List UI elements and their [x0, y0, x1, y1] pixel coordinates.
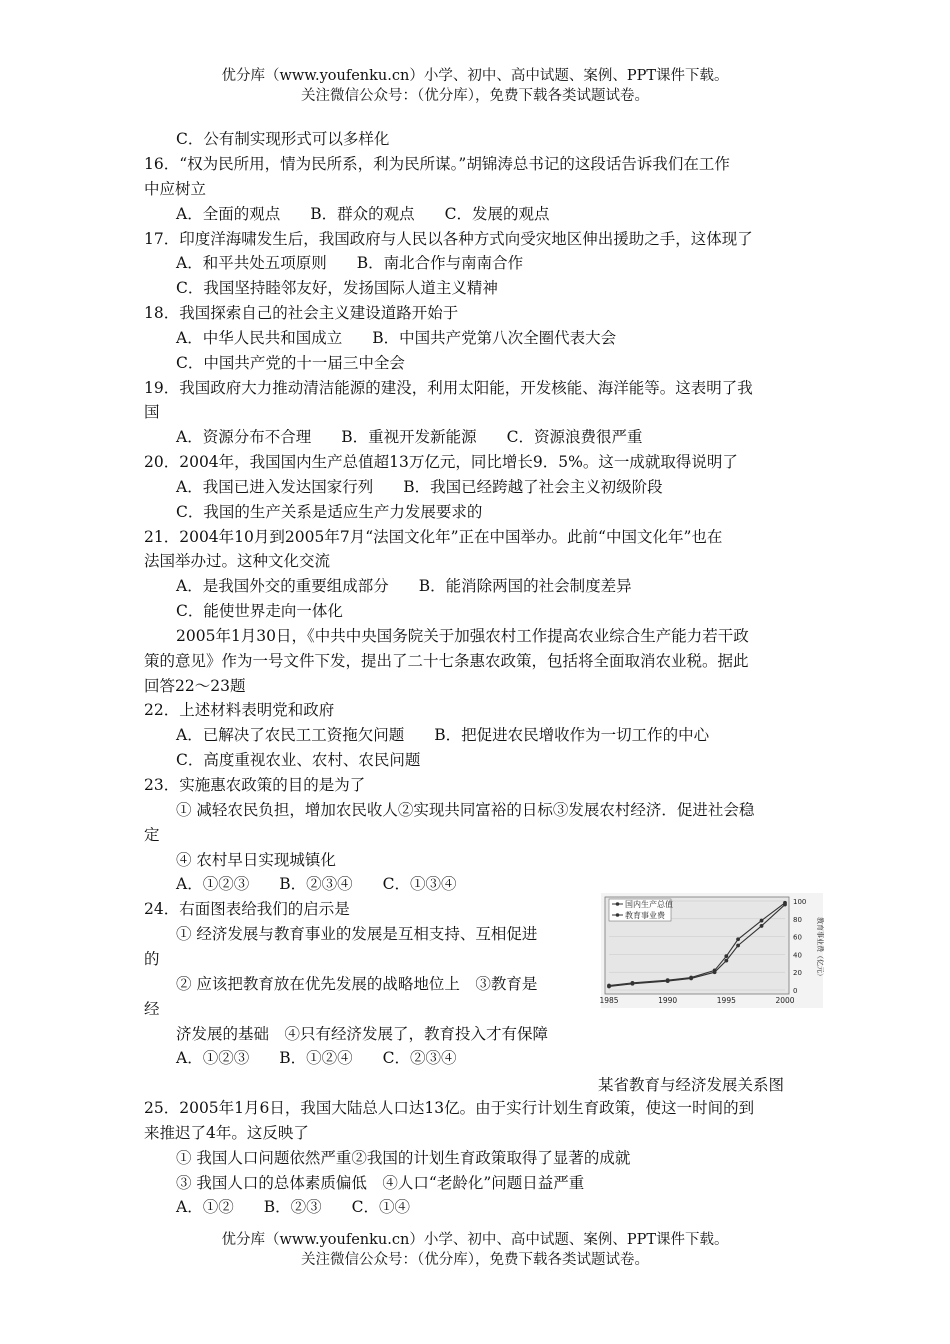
q22-stem: 22．上述材料表明党和政府 [144, 701, 335, 719]
series-1-point [736, 944, 740, 948]
page-footer [0, 1230, 950, 1270]
q24-stem: 24．右面图表给我们的启示是 [144, 900, 350, 918]
series-1-point [713, 970, 717, 974]
q19-option-c: C．资源浪费很严重 [506, 428, 643, 446]
q17-options [176, 252, 553, 274]
q16-option-b: B．群众的观点 [310, 205, 415, 223]
q24-item-3: 济发展的基础 ④只有经济发展了，教育投入才有保障 [176, 1025, 549, 1043]
q22-options [176, 724, 739, 746]
header-line-2: 关注微信公众号：（优分库），免费下载各类试题试卷。 [301, 88, 649, 104]
q22-option-b: B．把促进农民增收作为一切工作的中心 [434, 726, 710, 744]
q22-option-c: C．高度重视农业、农村、农民问题 [176, 751, 421, 769]
series-0-point [724, 954, 728, 958]
q16-option-a: A．全面的观点 [176, 205, 281, 223]
q24-item-1-cont: 的 [144, 950, 160, 968]
q21-stem-cont: 法国举办过。这种文化交流 [144, 552, 331, 570]
q25-option-a: A．①② [176, 1198, 234, 1216]
q25-item-1: ① 我国人口问题依然严重②我国的计划生育政策取得了显著的成就 [176, 1149, 631, 1167]
series-1-point [607, 985, 611, 989]
q16-option-c: C．发展的观点 [444, 205, 550, 223]
legend-marker-edu [616, 913, 620, 917]
q23-option-c: C．①③④ [382, 875, 457, 893]
q23-stem: 23．实施惠农政策的目的是为了 [144, 776, 366, 794]
q23-item-4: ④ 农村早日实现城镇化 [176, 851, 336, 869]
q25-options [176, 1196, 440, 1218]
series-1-point [689, 977, 693, 981]
q16-stem-cont: 中应树立 [144, 180, 207, 198]
q17-option-c: C．我国坚持睦邻友好，发扬国际人道主义精神 [176, 279, 498, 297]
figure-caption: 某省教育与经济发展关系图 [598, 1076, 785, 1094]
x-tick-label: 1985 [599, 996, 619, 1005]
q19-stem-cont: 国 [144, 403, 160, 421]
q24-item-2: ② 应该把教育放在优先发展的战略地位上 ③教育是 [176, 975, 538, 993]
q20-stem: 20．2004年，我国国内生产总值超13万亿元，同比增长9．5%。这一成就取得说明了 [144, 453, 738, 471]
series-1-point [666, 979, 670, 983]
chart-legend [609, 899, 673, 921]
footer-line-2: 关注微信公众号：（优分库），免费下载各类试题试卷。 [301, 1252, 649, 1268]
footer-line-1: 优分库（www.youfenku.cn）小学、初中、高中试题、案例、PPT课件下载。 [221, 1232, 729, 1248]
x-tick-label: 1990 [658, 996, 678, 1005]
series-1-point [783, 903, 787, 907]
q23-option-a: A．①②③ [176, 875, 250, 893]
education-economy-chart [601, 893, 823, 1008]
header-line-1: 优分库（www.youfenku.cn）小学、初中、高中试题、案例、PPT课件下载。 [221, 68, 729, 84]
q21-options [176, 575, 662, 597]
q19-options [176, 426, 672, 448]
q23-item-1: ① 减轻农民负担，增加农民收人②实现共同富裕的日标③发展农村经济．促进社会稳 [176, 801, 755, 819]
y-tick-label: 100 [793, 898, 807, 906]
q22-option-a: A．已解决了农民工工资拖欠问题 [176, 726, 405, 744]
q24-item-1: ① 经济发展与教育事业的发展是互相支持、互相促进 [176, 925, 538, 943]
q18-stem: 18．我国探索自己的社会主义建设道路开始于 [144, 304, 459, 322]
page-header [0, 66, 950, 106]
q25-option-c: C．①④ [351, 1198, 410, 1216]
q18-option-a: A．中华人民共和国成立 [176, 329, 343, 347]
q21-stem: 21．2004年10月到2005年7月“法国文化年”正在中国举办。此前“中国文化年”也在 [144, 528, 723, 546]
y-tick-label: 0 [793, 987, 798, 995]
q21-option-c: C．能使世界走向一体化 [176, 602, 343, 620]
y-tick-label: 60 [793, 933, 802, 942]
x-tick-label: 1995 [716, 996, 736, 1005]
q20-option-a: A．我国已进入发达国家行列 [176, 478, 374, 496]
q17-option-a: A．和平共处五项原则 [176, 254, 327, 272]
q23-option-b: B．②③④ [279, 875, 353, 893]
series-0-point [760, 919, 764, 923]
q18-option-b: B．中国共产党第八次全圈代表大会 [372, 329, 617, 347]
chart-y-axis-label: 教育事业费（亿元） [816, 917, 824, 980]
q20-option-b: B．我国已经跨越了社会主义初级阶段 [403, 478, 663, 496]
q23-options [176, 873, 486, 895]
q25-stem-cont: 来推迟了4年。这反映了 [144, 1124, 309, 1142]
q19-option-a: A．资源分布不合理 [176, 428, 312, 446]
legend-label-gdp: 国内生产总值 [625, 900, 673, 909]
q25-stem: 25．2005年1月6日，我国大陆总人口达13亿。由于实行计划生育政策，使这一时间的到 [144, 1099, 755, 1117]
y-tick-label: 80 [793, 915, 802, 924]
x-tick-label: 2000 [775, 996, 795, 1005]
series-1-point [724, 959, 728, 963]
q21-option-a: A．是我国外交的重要组成部分 [176, 577, 389, 595]
q17-option-b: B．南北合作与南南合作 [356, 254, 524, 272]
q16-options [176, 203, 579, 225]
series-1-point [631, 982, 635, 986]
q19-option-b: B．重视开发新能源 [341, 428, 477, 446]
q16-stem: 16．“权为民所用，情为民所系，利为民所谋。”胡锦涛总书记的这段话告诉我们在工作 [144, 155, 730, 173]
material-line-2: 策的意见》作为一号文件下发，提出了二十七条惠农政策，包括将全面取消农业税。据此 [144, 652, 749, 670]
legend-label-edu: 教育事业费 [625, 911, 665, 920]
q24-option-a: A．①②③ [176, 1049, 250, 1067]
q25-option-b: B．②③ [263, 1198, 322, 1216]
q24-option-b: B．①②④ [279, 1049, 353, 1067]
q21-option-b: B．能消除两国的社会制度差异 [418, 577, 632, 595]
q24-item-2-cont: 经 [144, 1000, 160, 1018]
q24-options [176, 1047, 486, 1069]
q25-item-3: ③ 我国人口的总体素质偏低 ④人口“老龄化”问题日益严重 [176, 1174, 585, 1192]
q15-option-c: C．公有制实现形式可以多样化 [176, 130, 390, 148]
legend-marker-gdp [616, 902, 620, 906]
q23-item-1-cont: 定 [144, 826, 160, 844]
q20-option-c: C．我国的生产关系是适应生产力发展要求的 [176, 503, 483, 521]
y-tick-label: 40 [793, 951, 802, 960]
q18-options [176, 327, 646, 349]
y-tick-label: 20 [793, 969, 802, 978]
q19-stem: 19．我国政府大力推动清洁能源的建没，利用太阳能，开发核能、海洋能等。这表明了我 [144, 379, 753, 397]
q20-options [176, 476, 693, 498]
q17-stem: 17．印度洋海啸发生后，我国政府与人民以各种方式向受灾地区伸出援助之手，这体现了 [144, 230, 753, 248]
series-1-point [760, 924, 764, 928]
material-line-1: 2005年1月30日，《中共中央国务院关于加强农村工作提高农业综合生产能力若干政 [176, 627, 749, 645]
q24-option-c: C．②③④ [382, 1049, 457, 1067]
q18-option-c: C．中国共产党的十一届三中全会 [176, 354, 405, 372]
series-0-point [736, 937, 740, 941]
material-line-3: 回答22～23题 [144, 677, 246, 695]
